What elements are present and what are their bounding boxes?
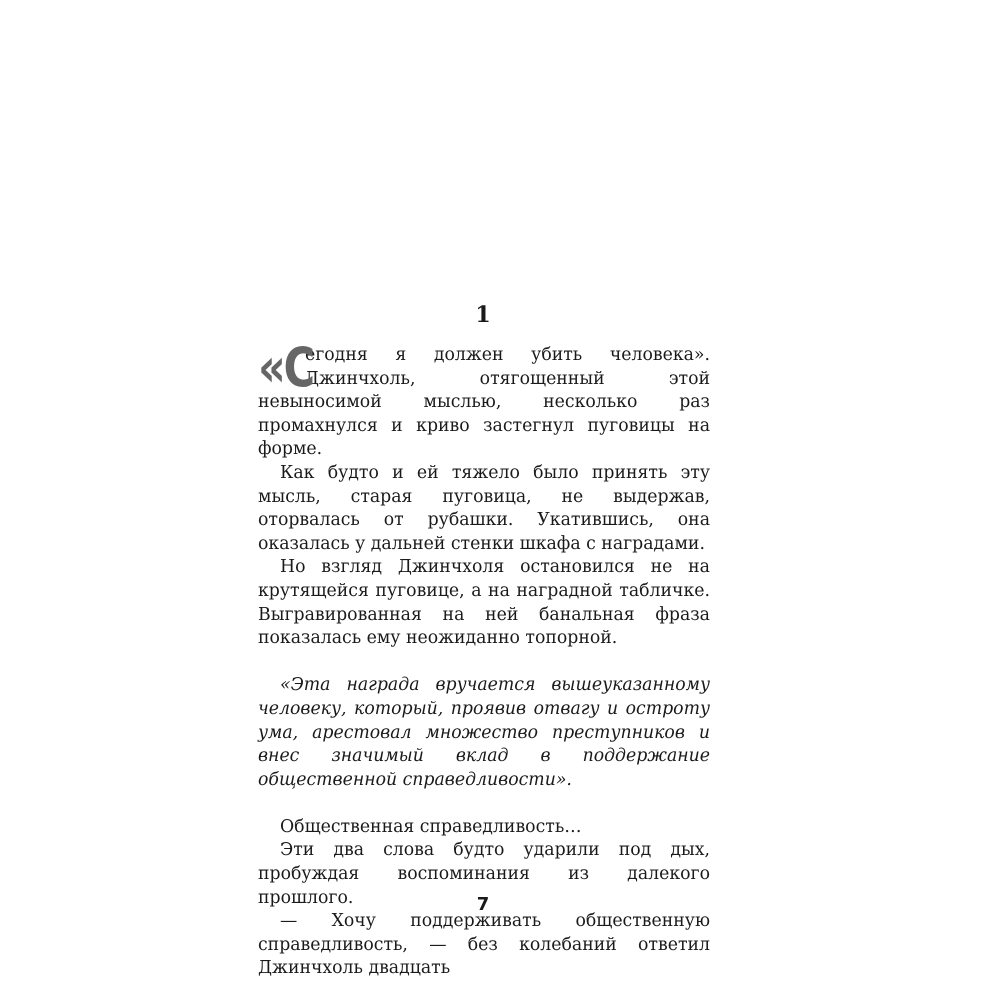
- paragraph-5: Эти два слова будто ударили под дых, пробуждая воспоминания из далекого прошлого.: [258, 840, 710, 908]
- chapter-number: 1: [475, 302, 491, 328]
- paragraph-6: — Хочу поддерживать общественную справедливость, — без колебаний ответил Джинчхоль двадцать: [258, 911, 710, 979]
- page-text: [258, 336, 710, 981]
- award-inscription-quote: «Эта награда вручается вышеуказанному человеку, который, проявив отвагу и остроту ума, арестовал множество преступников и внес значимый вклад в поддержание общественной справедливости».: [258, 675, 710, 790]
- paragraph-3: Но взгляд Джинчхоля остановился не на крутящейся пуговице, а на наградной табличке. Выгравированная на ней банальная фраза показалась ему неожиданно топорной.: [258, 557, 710, 649]
- page-number: 7: [476, 894, 490, 915]
- paragraph-2: Как будто и ей тяжело было принять эту мысль, старая пуговица, не выдержав, оторвалась от рубашки. Укатившись, она оказалась у дальней стенки шкафа с наградами.: [258, 462, 710, 554]
- paragraph-1-text: егодня я должен убить человека». Джинчхоль, отягощенный этой невыносимой мыслью, несколько раз промахнулся и криво застегнул пуговицы на форме.: [258, 345, 710, 460]
- paragraph-4: Общественная справедливость…: [280, 816, 582, 837]
- drop-cap: «С: [258, 336, 313, 399]
- paragraph-1: [258, 336, 710, 462]
